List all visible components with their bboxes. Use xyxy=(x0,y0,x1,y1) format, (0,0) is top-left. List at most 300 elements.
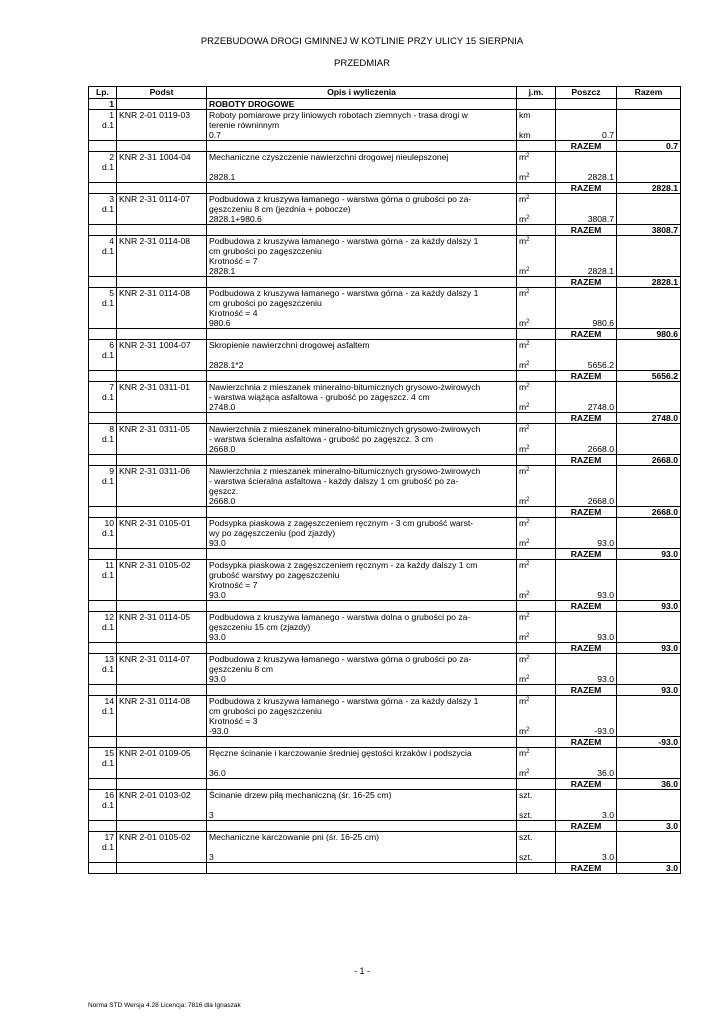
razem-value: 980.6 xyxy=(617,329,681,340)
item-razem-empty xyxy=(617,654,681,685)
section-empty xyxy=(117,99,207,110)
item-desc-line: - warstwa ścieralna asfaltowa - grubość po zagęszcz. 3 cm xyxy=(209,434,434,444)
table-header-row xyxy=(89,87,681,99)
item-unit-line xyxy=(519,424,553,434)
item-unit-line xyxy=(519,120,553,130)
razem-empty xyxy=(89,643,117,654)
item-poszcz: 93.0 xyxy=(597,590,614,600)
spacer xyxy=(558,476,614,486)
razem-label: RAZEM xyxy=(556,371,617,382)
spacer xyxy=(558,340,614,350)
spacer xyxy=(558,308,614,318)
item-unit: m xyxy=(519,538,527,548)
spacer xyxy=(558,424,614,434)
item-unit: m xyxy=(519,402,527,412)
spacer xyxy=(558,842,614,852)
razem-empty xyxy=(207,277,517,288)
razem-label: RAZEM xyxy=(556,737,617,748)
spacer xyxy=(558,758,614,768)
item-poszcz-cell xyxy=(556,152,617,183)
item-poszcz-cell xyxy=(556,612,617,643)
footer-license: Norma STD Wersja 4.28 Licencja: 7816 dla Ignaszak xyxy=(88,1002,241,1009)
item-desc-line: Podbudowa z kruszywa łamanego - warstwa górna - za każdy dalszy 1 xyxy=(209,696,479,706)
section-lp: 1 xyxy=(89,99,117,110)
spacer xyxy=(558,622,614,632)
item-poszcz: 93.0 xyxy=(597,538,614,548)
spacer xyxy=(558,288,614,298)
item-desc-line xyxy=(209,800,514,810)
razem-row xyxy=(89,737,681,748)
item-lp: 10 xyxy=(104,518,114,528)
item-lp-cell xyxy=(89,110,117,141)
item-desc-line: Krotność = 4 xyxy=(209,308,258,318)
spacer xyxy=(558,790,614,800)
razem-empty xyxy=(117,863,207,874)
razem-empty xyxy=(207,601,517,612)
spacer xyxy=(558,654,614,664)
razem-empty xyxy=(517,413,556,424)
unit-superscript: 2 xyxy=(526,561,530,567)
item-desc-line: Krotność = 7 xyxy=(209,580,258,590)
item-unit: m xyxy=(519,612,527,622)
item-desc-line: grubość warstwy po zagęszczeniu xyxy=(209,570,340,580)
unit-superscript: 2 xyxy=(526,655,530,661)
item-poszcz: 36.0 xyxy=(597,768,614,778)
item-unit-line xyxy=(519,256,553,266)
razem-empty xyxy=(117,371,207,382)
item-unit-cell xyxy=(517,340,556,371)
item-description xyxy=(207,236,517,277)
item-unit-line xyxy=(519,288,553,298)
razem-empty xyxy=(207,737,517,748)
razem-empty xyxy=(117,685,207,696)
razem-value: 2668.0 xyxy=(617,455,681,466)
item-poszcz: -93.0 xyxy=(594,726,614,736)
table-row xyxy=(89,832,681,863)
razem-label: RAZEM xyxy=(556,183,617,194)
item-lp-cell xyxy=(89,518,117,549)
item-description xyxy=(207,110,517,141)
item-unit: m xyxy=(519,654,527,664)
table-row xyxy=(89,696,681,737)
item-unit-cell xyxy=(517,790,556,821)
item-sub: d.1 xyxy=(102,350,114,360)
razem-empty xyxy=(89,413,117,424)
spacer xyxy=(558,570,614,580)
razem-label: RAZEM xyxy=(556,549,617,560)
item-unit-line xyxy=(519,236,553,246)
item-unit: km xyxy=(519,130,531,140)
razem-empty xyxy=(517,601,556,612)
razem-label: RAZEM xyxy=(556,685,617,696)
razem-empty xyxy=(89,225,117,236)
razem-empty xyxy=(117,507,207,518)
item-desc-line: cm grubości po zagęszczeniu xyxy=(209,246,322,256)
item-unit-line xyxy=(519,810,553,820)
item-podst: KNR 2-31 0311-05 xyxy=(117,424,207,455)
item-poszcz: 2828.1 xyxy=(587,172,614,182)
item-unit-line xyxy=(519,570,553,580)
item-unit: m xyxy=(519,266,527,276)
item-calc: 2828.1+980.6 xyxy=(209,214,262,224)
item-desc-line: Krotność = 7 xyxy=(209,256,258,266)
razem-row xyxy=(89,643,681,654)
item-lp: 13 xyxy=(104,654,114,664)
item-unit-line xyxy=(519,152,553,162)
spacer xyxy=(558,518,614,528)
item-desc-line: Podbudowa z kruszywa łamanego - warstwa górna o grubości po za- xyxy=(209,654,472,664)
item-poszcz-cell xyxy=(556,654,617,685)
unit-superscript: 2 xyxy=(526,267,530,273)
item-desc-line xyxy=(209,758,514,768)
item-poszcz: 2828.1 xyxy=(587,266,614,276)
item-description xyxy=(207,518,517,549)
item-unit-line xyxy=(519,632,553,642)
spacer xyxy=(558,580,614,590)
page-number: - 1 - xyxy=(353,966,370,976)
razem-empty xyxy=(207,225,517,236)
item-description xyxy=(207,832,517,863)
spacer xyxy=(558,162,614,172)
item-unit-line xyxy=(519,466,553,476)
unit-superscript: 2 xyxy=(526,341,530,347)
item-unit-line xyxy=(519,382,553,392)
item-unit-line xyxy=(519,350,553,360)
razem-value: 0.7 xyxy=(617,141,681,152)
razem-row xyxy=(89,507,681,518)
item-poszcz: 3.0 xyxy=(602,810,614,820)
unit-superscript: 2 xyxy=(526,539,530,545)
item-unit-line xyxy=(519,444,553,454)
item-unit-cell xyxy=(517,236,556,277)
item-lp-cell xyxy=(89,194,117,225)
item-unit-line xyxy=(519,162,553,172)
razem-row xyxy=(89,329,681,340)
spacer xyxy=(558,204,614,214)
item-lp: 11 xyxy=(105,560,114,570)
item-unit: m xyxy=(519,318,527,328)
unit-superscript: 2 xyxy=(526,237,530,243)
razem-label: RAZEM xyxy=(556,643,617,654)
spacer xyxy=(558,466,614,476)
razem-empty xyxy=(117,737,207,748)
item-unit: m xyxy=(519,214,527,224)
razem-empty xyxy=(207,685,517,696)
unit-superscript: 2 xyxy=(526,519,530,525)
item-lp: 15 xyxy=(104,748,114,758)
item-unit: m xyxy=(519,674,527,684)
spacer xyxy=(558,194,614,204)
razem-empty xyxy=(517,277,556,288)
razem-empty xyxy=(89,779,117,790)
item-lp: 17 xyxy=(104,832,114,842)
razem-empty xyxy=(517,737,556,748)
item-calc: 36.0 xyxy=(209,768,226,778)
item-poszcz: 93.0 xyxy=(597,632,614,642)
item-desc-line xyxy=(209,350,514,360)
item-desc-line: gęszcz. xyxy=(209,486,239,496)
unit-superscript: 2 xyxy=(526,675,530,681)
item-calc: 0.7 xyxy=(209,130,221,140)
razem-value: 36.0 xyxy=(617,779,681,790)
razem-value: 3808.7 xyxy=(617,225,681,236)
item-unit-line xyxy=(519,340,553,350)
item-calc: 980.6 xyxy=(209,318,231,328)
razem-empty xyxy=(207,863,517,874)
document-title: PRZEBUDOWA DROGI GMINNEJ W KOTLINIE PRZY ULICY 15 SIERPNIA xyxy=(200,36,524,47)
item-sub: d.1 xyxy=(102,664,114,674)
unit-superscript: 2 xyxy=(526,319,530,325)
item-poszcz: 2748.0 xyxy=(587,402,614,412)
item-unit-cell xyxy=(517,466,556,507)
item-desc-line: Krotność = 3 xyxy=(209,716,258,726)
razem-row xyxy=(89,821,681,832)
razem-empty xyxy=(89,371,117,382)
item-unit-line xyxy=(519,748,553,758)
razem-empty xyxy=(117,329,207,340)
item-poszcz-cell xyxy=(556,466,617,507)
item-razem-empty xyxy=(617,748,681,779)
item-unit-line xyxy=(519,706,553,716)
item-unit-line xyxy=(519,518,553,528)
razem-value: 2828.1 xyxy=(617,277,681,288)
razem-empty xyxy=(89,183,117,194)
unit-superscript: 2 xyxy=(526,749,530,755)
spacer xyxy=(558,800,614,810)
razem-empty xyxy=(89,455,117,466)
item-unit: m xyxy=(519,768,527,778)
item-lp-cell xyxy=(89,424,117,455)
table-row xyxy=(89,194,681,225)
razem-row xyxy=(89,455,681,466)
razem-empty xyxy=(117,183,207,194)
item-razem-empty xyxy=(617,832,681,863)
spacer xyxy=(558,664,614,674)
item-sub: d.1 xyxy=(102,800,114,810)
item-unit: szt. xyxy=(519,790,533,800)
item-poszcz-cell xyxy=(556,832,617,863)
razem-value: 2668.0 xyxy=(617,507,681,518)
item-razem-empty xyxy=(617,152,681,183)
item-unit-line xyxy=(519,194,553,204)
item-desc-line: Mechaniczne czyszczenie nawierzchni drogowej nieulepszonej xyxy=(209,152,449,162)
razem-row xyxy=(89,685,681,696)
razem-empty xyxy=(89,821,117,832)
item-podst: KNR 2-31 0114-05 xyxy=(117,612,207,643)
item-lp: 4 xyxy=(109,236,114,246)
item-unit-line xyxy=(519,246,553,256)
item-podst: KNR 2-01 0109-05 xyxy=(117,748,207,779)
item-unit-cell xyxy=(517,110,556,141)
item-unit-line xyxy=(519,266,553,276)
item-unit-line xyxy=(519,308,553,318)
item-sub: d.1 xyxy=(102,392,114,402)
item-unit-line xyxy=(519,486,553,496)
razem-empty xyxy=(207,371,517,382)
item-unit-cell xyxy=(517,560,556,601)
item-unit: m xyxy=(519,360,527,370)
item-calc: 2828.1*2 xyxy=(209,360,244,370)
item-description xyxy=(207,382,517,413)
razem-label: RAZEM xyxy=(556,863,617,874)
razem-empty xyxy=(117,549,207,560)
item-razem-empty xyxy=(617,110,681,141)
item-unit: km xyxy=(519,110,531,120)
item-sub: d.1 xyxy=(102,120,114,130)
item-lp-cell xyxy=(89,748,117,779)
item-podst: KNR 2-31 1004-07 xyxy=(117,340,207,371)
razem-empty xyxy=(517,183,556,194)
item-desc-line: cm grubości po zagęszczeniu xyxy=(209,298,322,308)
item-unit-line xyxy=(519,612,553,622)
item-razem-empty xyxy=(617,236,681,277)
header-jm: j.m. xyxy=(517,87,556,99)
item-calc: 93.0 xyxy=(209,674,226,684)
spacer xyxy=(558,298,614,308)
spacer xyxy=(558,152,614,162)
item-sub: d.1 xyxy=(102,434,114,444)
razem-row xyxy=(89,277,681,288)
razem-empty xyxy=(89,863,117,874)
item-razem-empty xyxy=(617,790,681,821)
razem-empty xyxy=(117,141,207,152)
spacer xyxy=(558,706,614,716)
item-razem-empty xyxy=(617,518,681,549)
item-lp-cell xyxy=(89,382,117,413)
item-poszcz: 2668.0 xyxy=(587,496,614,506)
item-unit: m xyxy=(519,496,527,506)
item-unit-line xyxy=(519,434,553,444)
item-razem-empty xyxy=(617,696,681,737)
unit-superscript: 2 xyxy=(526,591,530,597)
razem-empty xyxy=(207,413,517,424)
razem-empty xyxy=(207,643,517,654)
item-podst: KNR 2-31 0311-06 xyxy=(117,466,207,507)
item-unit-line xyxy=(519,298,553,308)
item-desc-line xyxy=(209,162,514,172)
item-podst: KNR 2-31 0105-02 xyxy=(117,560,207,601)
unit-superscript: 2 xyxy=(526,289,530,295)
item-poszcz-cell xyxy=(556,236,617,277)
item-unit-cell xyxy=(517,696,556,737)
item-unit-line xyxy=(519,664,553,674)
item-calc: 2668.0 xyxy=(209,496,236,506)
item-lp-cell xyxy=(89,152,117,183)
item-unit-line xyxy=(519,842,553,852)
item-unit: m xyxy=(519,340,527,350)
razem-empty xyxy=(89,601,117,612)
item-lp: 2 xyxy=(109,152,114,162)
razem-empty xyxy=(517,371,556,382)
item-lp: 3 xyxy=(109,194,114,204)
razem-empty xyxy=(517,685,556,696)
item-unit-line xyxy=(519,590,553,600)
table-row xyxy=(89,152,681,183)
table-row xyxy=(89,340,681,371)
razem-empty xyxy=(207,183,517,194)
item-unit: m xyxy=(519,152,527,162)
razem-value: 93.0 xyxy=(617,685,681,696)
item-razem-empty xyxy=(617,340,681,371)
unit-superscript: 2 xyxy=(526,697,530,703)
item-unit: m xyxy=(519,424,527,434)
item-unit-cell xyxy=(517,382,556,413)
razem-label: RAZEM xyxy=(556,779,617,790)
item-podst: KNR 2-31 0311-01 xyxy=(117,382,207,413)
razem-value: 2828.1 xyxy=(617,183,681,194)
unit-superscript: 2 xyxy=(526,403,530,409)
item-sub: d.1 xyxy=(102,570,114,580)
razem-row xyxy=(89,225,681,236)
table-row xyxy=(89,424,681,455)
item-lp: 1 xyxy=(109,110,114,120)
razem-empty xyxy=(117,455,207,466)
item-desc-line: Podbudowa z kruszywa łamanego - warstwa dolna o grubości po za- xyxy=(209,612,471,622)
item-unit-line xyxy=(519,852,553,862)
item-lp-cell xyxy=(89,832,117,863)
item-description xyxy=(207,288,517,329)
item-desc-line: gęszczeniu 15 cm (zjazdy) xyxy=(209,622,311,632)
item-description xyxy=(207,340,517,371)
spacer xyxy=(558,748,614,758)
spacer xyxy=(558,392,614,402)
item-sub: d.1 xyxy=(102,476,114,486)
razem-row xyxy=(89,183,681,194)
item-calc: 93.0 xyxy=(209,632,226,642)
item-desc-line: - warstwa ścieralna asfaltowa - każdy dalszy 1 cm grubość po za- xyxy=(209,476,459,486)
razem-value: 93.0 xyxy=(617,601,681,612)
item-description xyxy=(207,466,517,507)
item-unit-line xyxy=(519,654,553,664)
item-description xyxy=(207,194,517,225)
item-podst: KNR 2-31 0114-07 xyxy=(117,654,207,685)
item-desc-line: Podsypka piaskowa z zagęszczeniem ręcznym - za każdy dalszy 1 cm xyxy=(209,560,478,570)
item-desc-line: terenie równinnym xyxy=(209,120,280,130)
spacer xyxy=(558,528,614,538)
item-unit: szt. xyxy=(519,832,533,842)
item-unit-line xyxy=(519,204,553,214)
item-poszcz-cell xyxy=(556,696,617,737)
item-desc-line: Ręczne ścinanie i karczowanie średniej gęstości krzaków i podszycia xyxy=(209,748,472,758)
item-podst: KNR 2-01 0103-02 xyxy=(117,790,207,821)
item-unit-cell xyxy=(517,288,556,329)
item-sub: d.1 xyxy=(102,162,114,172)
spacer xyxy=(558,246,614,256)
section-title: ROBOTY DROGOWE xyxy=(207,99,517,110)
item-calc: 2668.0 xyxy=(209,444,236,454)
razem-empty xyxy=(207,821,517,832)
table-row xyxy=(89,236,681,277)
table-row xyxy=(89,790,681,821)
razem-empty xyxy=(517,863,556,874)
item-podst: KNR 2-31 1004-04 xyxy=(117,152,207,183)
razem-empty xyxy=(117,821,207,832)
item-unit: m xyxy=(519,172,527,182)
item-poszcz: 3808.7 xyxy=(587,214,614,224)
item-description xyxy=(207,748,517,779)
item-desc-line: Ścinanie drzew piłą mechaniczną (śr. 16-25 cm) xyxy=(209,790,392,800)
item-lp-cell xyxy=(89,790,117,821)
item-lp: 6 xyxy=(109,340,114,350)
razem-value: 93.0 xyxy=(617,549,681,560)
razem-row xyxy=(89,413,681,424)
table-row xyxy=(89,382,681,413)
item-unit: m xyxy=(519,194,527,204)
item-unit-line xyxy=(519,696,553,706)
item-unit-line xyxy=(519,716,553,726)
spacer xyxy=(558,612,614,622)
item-lp-cell xyxy=(89,560,117,601)
